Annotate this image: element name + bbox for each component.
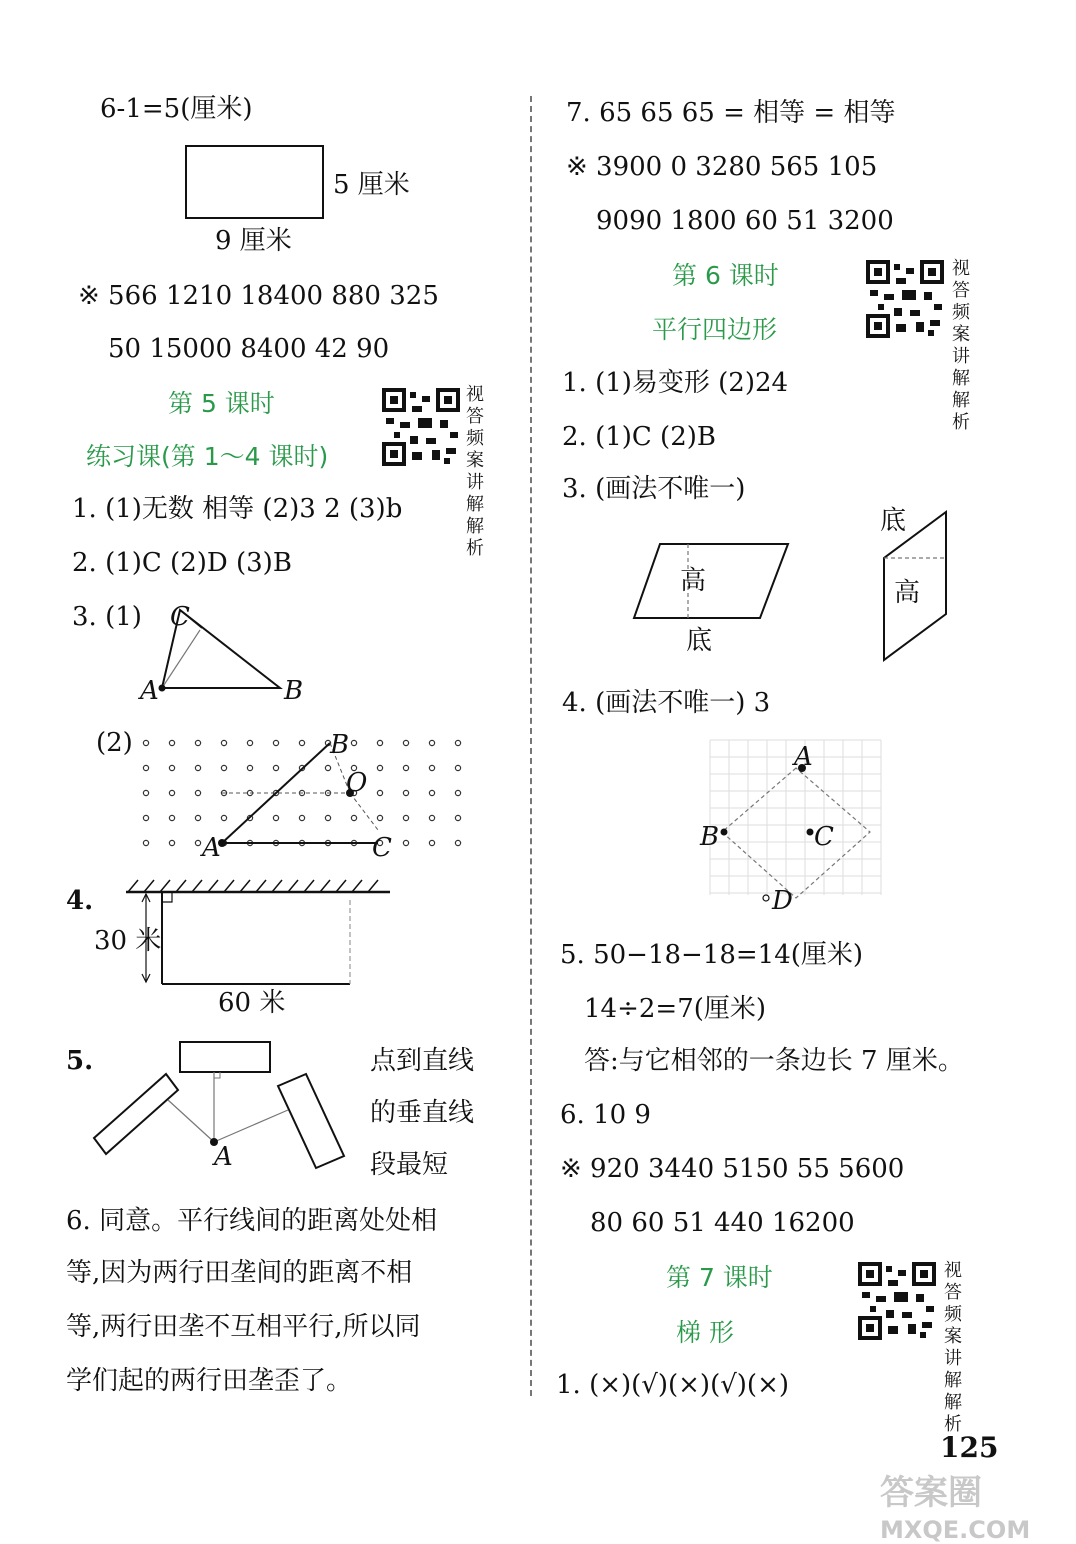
grid-dot (195, 840, 200, 845)
q5-text-2: 的垂直线 (370, 1098, 475, 1128)
left-q6-line-2: 等,因为两行田垄间的距离不相 (66, 1258, 413, 1288)
grid-dot (429, 740, 434, 745)
grid-dot (455, 765, 460, 770)
grid-dot (299, 740, 304, 745)
grid-dot (455, 790, 460, 795)
q3-label-a: A (140, 676, 159, 706)
dot-grid-figure (140, 730, 470, 855)
parallelogram-figure-1 (630, 536, 800, 626)
grid-dot (325, 815, 330, 820)
grid-dot (143, 840, 148, 845)
right-q7-1: 1. (×)(√)(×)(√)(×) (556, 1370, 789, 1400)
grid-dot (351, 815, 356, 820)
q5-text-1: 点到直线 (370, 1046, 475, 1076)
para2-di: 底 (880, 506, 907, 536)
grid-dot (169, 840, 174, 845)
right-q3: 3. (画法不唯一) (562, 474, 746, 504)
grid-dot (169, 790, 174, 795)
grid-dot (429, 840, 434, 845)
para1-gao: 高 (680, 566, 707, 596)
rect-width-label: 9 厘米 (215, 226, 292, 256)
lesson7-title: 第 7 课时 (666, 1263, 773, 1292)
left-line-1: 6-1=5(厘米) (100, 94, 253, 124)
grid-dot (273, 815, 278, 820)
q4-width-label: 60 米 (218, 988, 286, 1018)
grid-dot (169, 765, 174, 770)
q3-label-c: C (170, 602, 190, 632)
right-q1: 1. (1)易变形 (2)24 (562, 368, 789, 398)
grid-dot (403, 815, 408, 820)
qr-caption: 视答频案讲解解析 (944, 1260, 970, 1435)
q4-height-label: 30 米 (94, 926, 162, 956)
q4-label-b: B (700, 822, 720, 852)
grid-dot (403, 790, 408, 795)
left-q1: 1. (1)无数 相等 (2)3 2 (3)b (72, 494, 403, 524)
lesson6-subtitle: 平行四边形 (652, 315, 778, 344)
left-q6-line-3: 等,两行田垄不互相平行,所以同 (66, 1312, 421, 1342)
para1-di: 底 (686, 626, 713, 656)
q4-label-d: D (772, 886, 793, 916)
grid-dot (195, 815, 200, 820)
lesson5-title: 第 5 课时 (168, 389, 275, 418)
right-calc-row-1: ※ 3900 0 3280 565 105 (566, 152, 878, 182)
rect-height-label: 5 厘米 (333, 170, 410, 200)
grid-dot (403, 765, 408, 770)
grid-dot (143, 765, 148, 770)
page-number: 125 (940, 1431, 999, 1464)
grid-dot (377, 765, 382, 770)
grid-dot (377, 740, 382, 745)
q3-2-label-c: C (372, 833, 392, 863)
lesson5-subtitle: 练习课(第 1～4 课时) (86, 442, 329, 471)
left-q3-label: 3. (1) (72, 602, 142, 632)
q5-label-a: A (214, 1142, 233, 1172)
grid-dot (195, 790, 200, 795)
grid-dot (169, 815, 174, 820)
para2-gao: 高 (894, 578, 921, 608)
q5-text-3: 段最短 (370, 1150, 449, 1180)
qr-code-icon (858, 1262, 936, 1340)
right-q5-line-2: 14÷2=7(厘米) (584, 994, 767, 1024)
qr-caption: 视答频案讲解解析 (952, 258, 978, 433)
left-q6-line-4: 学们起的两行田垄歪了。 (66, 1366, 353, 1396)
qr-code-icon (866, 260, 944, 338)
grid-dot (403, 840, 408, 845)
grid-dot (429, 815, 434, 820)
left-q6-line-1: 6. 同意。平行线间的距离处处相 (66, 1206, 438, 1236)
right-q2: 2. (1)C (2)B (562, 422, 716, 452)
grid-dot (377, 790, 382, 795)
grid-dot (143, 815, 148, 820)
right-calc2-row-1: ※ 920 3440 5150 55 5600 (560, 1154, 905, 1184)
q4-label-c: C (814, 822, 834, 852)
grid-dot (221, 765, 226, 770)
grid-dot (325, 765, 330, 770)
q3-2-label-b: B (330, 730, 350, 760)
left-calc-row-2: 50 15000 8400 42 90 (108, 334, 390, 364)
grid-dot (143, 790, 148, 795)
right-calc-row-2: 9090 1800 60 51 3200 (596, 206, 894, 236)
q4-label-a: A (794, 742, 813, 772)
qr-code-icon (382, 388, 460, 466)
right-q5-line-3: 答:与它相邻的一条边长 7 厘米。 (584, 1046, 964, 1076)
grid-dot (299, 815, 304, 820)
rectangle-shape (186, 146, 323, 218)
grid-dot (195, 765, 200, 770)
lesson6-title: 第 6 课时 (672, 261, 779, 290)
grid-dot (273, 740, 278, 745)
grid-dot (377, 815, 382, 820)
q3-2-label-a: A (202, 833, 221, 863)
grid-dot (403, 740, 408, 745)
grid-dot (351, 740, 356, 745)
grid-dot (143, 740, 148, 745)
lesson7-subtitle: 梯 形 (676, 1318, 734, 1347)
q3-2-label-o: O (346, 768, 368, 798)
grid-dot (247, 765, 252, 770)
left-calc-row-1: ※ 566 1210 18400 880 325 (78, 281, 439, 311)
grid-dot (247, 740, 252, 745)
qr-caption: 视答频案讲解解析 (466, 384, 492, 559)
right-calc2-row-2: 80 60 51 440 16200 (590, 1208, 855, 1238)
column-divider (530, 96, 532, 1396)
left-q3-2-label: (2) (96, 728, 133, 758)
grid-dot (221, 815, 226, 820)
right-q5-line-1: 5. 50−18−18=14(厘米) (560, 940, 864, 970)
grid-dot (221, 740, 226, 745)
watermark-logo: 答案圈 MXQE.COM (880, 1473, 1031, 1544)
grid-dot (455, 815, 460, 820)
left-q2: 2. (1)C (2)D (3)B (72, 548, 292, 578)
grid-dot (455, 740, 460, 745)
grid-dot (429, 790, 434, 795)
right-q4: 4. (画法不唯一) 3 (562, 688, 771, 718)
grid-dot (429, 765, 434, 770)
rectangle-figure (185, 145, 325, 220)
left-q4-label: 4. (66, 886, 94, 916)
right-q6: 6. 10 9 (560, 1100, 651, 1130)
wall-distance-figure (120, 876, 400, 996)
grid-dot (455, 840, 460, 845)
grid-dot (169, 740, 174, 745)
grid-dot (195, 740, 200, 745)
grid-dot (273, 765, 278, 770)
right-q7: 7. 65 65 65 = 相等 = 相等 (566, 98, 896, 128)
left-q5-label: 5. (66, 1046, 94, 1076)
q3-label-b: B (284, 676, 304, 706)
